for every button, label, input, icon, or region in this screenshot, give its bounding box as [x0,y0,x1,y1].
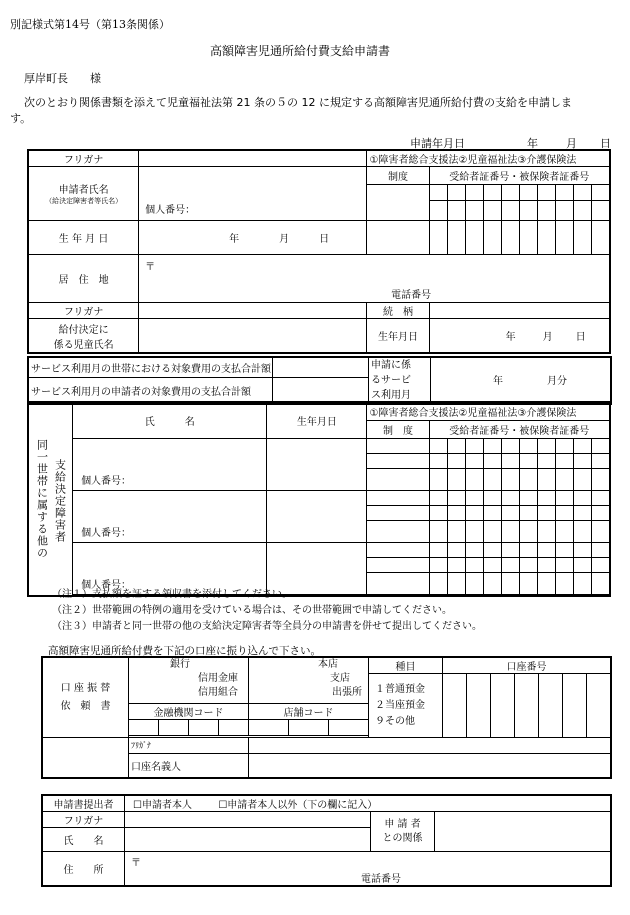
cert-digit[interactable] [483,558,501,573]
cert-digit[interactable] [537,439,555,454]
cert-digit[interactable] [447,185,465,201]
cert-digit[interactable] [447,201,465,221]
cert-digit[interactable] [447,573,465,595]
submitter-address-label: 住 所 [43,852,125,886]
relation-label: 続 柄 [367,303,429,319]
relation-label: 申 請 者 との関係 [371,812,435,852]
member-system-field[interactable] [367,558,429,573]
cert-digit[interactable] [537,201,555,221]
submitter-address-field[interactable]: 〒 電話番号 [125,852,611,886]
cert-digit[interactable] [573,573,591,595]
cert-digit[interactable] [591,558,609,573]
member-cert-label: 受給者証番号・被保険者証番号 [429,421,609,439]
law-options: ①障害者総合支援法②児童福祉法③介護保険法 [367,151,610,167]
cert-digit[interactable] [573,221,591,255]
cert-digit[interactable] [537,558,555,573]
cert-digit[interactable] [501,558,519,573]
member-birth-header: 生年月日 [267,403,367,439]
account-digit[interactable] [467,674,491,738]
cert-digit[interactable] [573,521,591,543]
cert-digit[interactable] [519,573,537,595]
cert-digit[interactable] [447,543,465,558]
cert-digit[interactable] [501,454,519,469]
household-total-label: サービス利用月の世帯における対象費用の支払合計額 [29,358,273,378]
cert-digit[interactable] [555,543,573,558]
cert-digit[interactable] [465,543,483,558]
cert-label: 受給者証番号・被保険者証番号 [429,167,609,185]
cert-digit[interactable] [591,506,609,521]
cert-digit[interactable] [465,469,483,491]
cert-digit[interactable] [483,221,501,255]
branch-name-field[interactable]: 本店 支店 出張所 [249,658,369,704]
addressee: 厚岸町長 様 [24,72,101,85]
address-label: 居 住 地 [29,255,139,303]
cert-digit[interactable] [519,521,537,543]
member-system-field[interactable] [367,506,429,521]
cert-digit[interactable] [429,454,447,469]
relation-field[interactable] [429,303,609,319]
date-year: 年 [527,137,538,150]
opt-other[interactable]: ☐申請者本人以外（下の欄に記入） [218,800,378,811]
cert-digit[interactable] [501,521,519,543]
cert-digit[interactable] [465,185,483,201]
system-label: 制度 [367,167,429,185]
cert-digit[interactable] [501,439,519,454]
member-system-field[interactable] [367,439,429,454]
household-side-label: 支給決定障害者 同一世帯に属する他の [29,403,73,596]
inst-code-digit[interactable] [129,720,159,736]
cert-digit[interactable] [501,201,519,221]
cert-digit[interactable] [555,521,573,543]
cost-table [28,357,611,404]
branch-code-digit[interactable] [329,720,369,736]
cert-digit[interactable] [537,543,555,558]
cert-digit[interactable] [429,221,447,255]
inst-code-label: 金融機関コード [129,704,249,720]
holder-field[interactable] [249,754,611,778]
bank-side-label: 口 座 振 替 依 頼 書 [43,658,129,738]
cert-digit[interactable] [465,506,483,521]
cert-digit[interactable] [555,558,573,573]
cert-digit[interactable] [483,454,501,469]
cert-digit[interactable] [465,573,483,595]
cert-digit[interactable] [573,439,591,454]
account-digit[interactable] [563,674,587,738]
member-system-label: 制 度 [367,421,429,439]
cert-digit[interactable] [501,543,519,558]
cert-digit[interactable] [501,469,519,491]
date-month: 月 [566,137,577,150]
cert-digit[interactable] [429,558,447,573]
child-birth-label: 生年月日 [367,319,429,353]
cert-digit[interactable] [465,439,483,454]
inst-code-digit[interactable] [219,720,249,736]
cert-digit[interactable] [591,543,609,558]
cert-digit[interactable] [519,439,537,454]
cert-digit[interactable] [573,506,591,521]
cert-digit[interactable] [591,521,609,543]
cert-digit[interactable] [501,573,519,595]
address-field[interactable]: 〒 電話番号 [139,255,610,303]
cert-digit[interactable] [555,185,573,201]
holder-furigana-field[interactable] [249,738,611,754]
cert-digit[interactable] [429,573,447,595]
cert-digit[interactable] [537,221,555,255]
cert-digit[interactable] [537,506,555,521]
cert-digit[interactable] [483,439,501,454]
member-system-field[interactable] [367,454,429,469]
branch-code-digit[interactable] [289,720,329,736]
branch-code-label: 店舗コード [249,704,369,720]
cert-digit[interactable] [447,558,465,573]
cert-digit[interactable] [537,185,555,201]
account-type-options[interactable]: １普通預金 ２当座預金 ９その他 [369,674,443,738]
cert-digit[interactable] [555,221,573,255]
child-furigana-label: フリガナ [29,303,139,319]
note-2: （注２）世帯範囲の特例の適用を受けている場合は、その世帯範囲で申請してください。 [52,605,452,616]
member-birth-field[interactable] [267,439,367,491]
holder-furigana-label: ﾌﾘｶﾞﾅ [129,738,249,754]
opt-self[interactable]: ☐申請者本人 [133,800,192,811]
bank-table [42,657,611,778]
account-digit[interactable] [443,674,467,738]
cert-digit[interactable] [555,439,573,454]
service-month-label: 申請に係 るサービ ス利用月 [369,358,431,404]
account-digit[interactable] [515,674,539,738]
cert-digit[interactable] [591,439,609,454]
cert-digit[interactable] [519,543,537,558]
cert-digit[interactable] [519,491,537,506]
service-month-field[interactable]: 年 月分 [431,358,611,404]
date-label: 申請年月日 [410,137,465,150]
cert-digit[interactable] [447,221,465,255]
cert-digit[interactable] [555,573,573,595]
account-digit[interactable] [491,674,515,738]
cert-digit[interactable] [447,506,465,521]
submitter-furigana-field[interactable] [125,812,371,828]
cert-digit[interactable] [429,491,447,506]
cert-digit[interactable] [465,454,483,469]
cert-digit[interactable] [429,469,447,491]
cert-digit[interactable] [429,185,447,201]
cert-digit[interactable] [591,454,609,469]
member-system-field[interactable] [367,543,429,558]
submitter-name-label: 氏 名 [43,828,125,852]
cert-digit[interactable] [501,506,519,521]
member-law-options: ①障害者総合支援法②児童福祉法③介護保険法 [367,403,610,421]
applicant-table [28,150,610,353]
cert-digit[interactable] [429,439,447,454]
cert-digit[interactable] [537,521,555,543]
inst-code-digit[interactable] [189,720,219,736]
cert-digit[interactable] [519,558,537,573]
cert-digit[interactable] [537,573,555,595]
cert-digit[interactable] [429,543,447,558]
cert-digit[interactable] [447,491,465,506]
submitter-furigana-label: フリガナ [43,812,125,828]
child-name-field[interactable] [139,319,367,353]
cert-digit[interactable] [483,521,501,543]
member-name-field[interactable]: 個人番号： [73,491,267,543]
system-field[interactable] [367,185,429,221]
cert-digit[interactable] [591,573,609,595]
bank-name-field[interactable]: 銀行 信用金庫 信用組合 [129,658,249,704]
member-system-field[interactable] [367,573,429,595]
submitter-options[interactable] [125,796,611,812]
account-number-label: 口座番号 [443,658,611,674]
cert-digit[interactable] [573,185,591,201]
cert-digit[interactable] [537,491,555,506]
cert-digit[interactable] [573,491,591,506]
cert-digit[interactable] [519,506,537,521]
member-name-field[interactable]: 個人番号： [73,543,267,595]
cert-digit[interactable] [555,506,573,521]
note-3: （注３）申請者と同一世帯の他の支給決定障害者等全員分の申請書を併せて提出してください。 [52,621,482,632]
cert-digit[interactable] [465,491,483,506]
page-title: 高額障害児通所給付費支給申請書 [210,44,391,58]
household-total-field[interactable] [273,358,369,378]
system-field[interactable] [367,221,429,255]
date-day: 日 [600,137,611,150]
cert-digit[interactable] [519,185,537,201]
furigana-input[interactable] [139,151,367,167]
cert-digit[interactable] [537,454,555,469]
cert-digit[interactable] [591,491,609,506]
cert-digit[interactable] [519,469,537,491]
household-table [28,402,610,596]
account-digit[interactable] [587,674,611,738]
cert-digit[interactable] [519,454,537,469]
cert-digit[interactable] [573,201,591,221]
cert-digit[interactable] [447,439,465,454]
member-system-field[interactable] [367,521,429,543]
birth-label: 生 年 月 日 [29,221,139,255]
account-digit[interactable] [539,674,563,738]
bank-intro: 高額障害児通所給付費を下記の口座に振り込んで下さい。 [48,645,321,657]
cert-digit[interactable] [483,491,501,506]
cert-digit[interactable] [447,469,465,491]
cert-digit[interactable] [519,221,537,255]
cert-digit[interactable] [573,543,591,558]
child-furigana-input[interactable] [139,303,367,319]
cert-digit[interactable] [465,521,483,543]
submitter-table [42,795,611,886]
submitter-name-field[interactable] [125,828,371,852]
cert-digit[interactable] [465,558,483,573]
inst-code-digit[interactable] [159,720,189,736]
cert-digit[interactable] [483,543,501,558]
cert-digit[interactable] [555,454,573,469]
cert-digit[interactable] [555,201,573,221]
cert-digit[interactable] [573,469,591,491]
account-type-label: 種目 [369,658,443,674]
birth-field[interactable]: 年 月 日 [139,221,367,255]
cert-digit[interactable] [519,201,537,221]
cert-digit[interactable] [591,201,609,221]
member-name-header: 氏 名 [73,403,267,439]
member-system-field[interactable] [367,469,429,491]
cert-digit[interactable] [483,469,501,491]
cert-digit[interactable] [573,454,591,469]
submitter-label: 申請書提出者 [43,796,125,812]
cert-digit[interactable] [447,521,465,543]
cert-digit[interactable] [429,521,447,543]
note-1: （注１）支払額を証する領収書を添付してください。 [52,589,292,600]
cert-digit[interactable] [555,491,573,506]
child-birth-field[interactable]: 年 月 日 [429,319,609,353]
cert-digit[interactable] [483,201,501,221]
member-birth-field[interactable] [267,491,367,543]
applicant-total-field[interactable] [273,378,369,404]
cert-digit[interactable] [483,185,501,201]
cert-digit[interactable] [555,469,573,491]
cert-digit[interactable] [501,221,519,255]
furigana-label: フリガナ [29,151,139,167]
branch-code-digit[interactable] [249,720,289,736]
cert-digit[interactable] [465,221,483,255]
cert-digit[interactable] [429,506,447,521]
cert-digit[interactable] [591,469,609,491]
cert-digit[interactable] [465,201,483,221]
cert-digit[interactable] [429,201,447,221]
applicant-name-field[interactable]: 個人番号： [139,167,367,221]
cert-digit[interactable] [591,221,609,255]
relation-field[interactable] [435,812,611,852]
child-name-label: 給付決定に 係る児童氏名 [29,319,139,353]
cert-digit[interactable] [537,469,555,491]
member-system-field[interactable] [367,491,429,506]
holder-label: 口座名義人 [129,754,249,778]
member-name-field[interactable]: 個人番号： [73,439,267,491]
applicant-name-label: 申請者氏名 （給決定障害者等氏名） [29,167,139,221]
intro-text: 次のとおり関係書類を添えて児童福祉法第 21 条の５の 12 に規定する高額障害児通所給付費の支給を申請しま [24,96,572,109]
cert-digit[interactable] [573,558,591,573]
cert-digit[interactable] [501,491,519,506]
cert-digit[interactable] [501,185,519,201]
form-number: 別記様式第14号（第13条関係） [10,18,170,31]
cert-digit[interactable] [483,573,501,595]
cert-digit[interactable] [447,454,465,469]
intro-text-cont: す。 [10,112,32,125]
cert-digit[interactable] [591,185,609,201]
cert-digit[interactable] [483,506,501,521]
applicant-total-label: サービス利用月の申請者の対象費用の支払合計額 [29,378,273,404]
